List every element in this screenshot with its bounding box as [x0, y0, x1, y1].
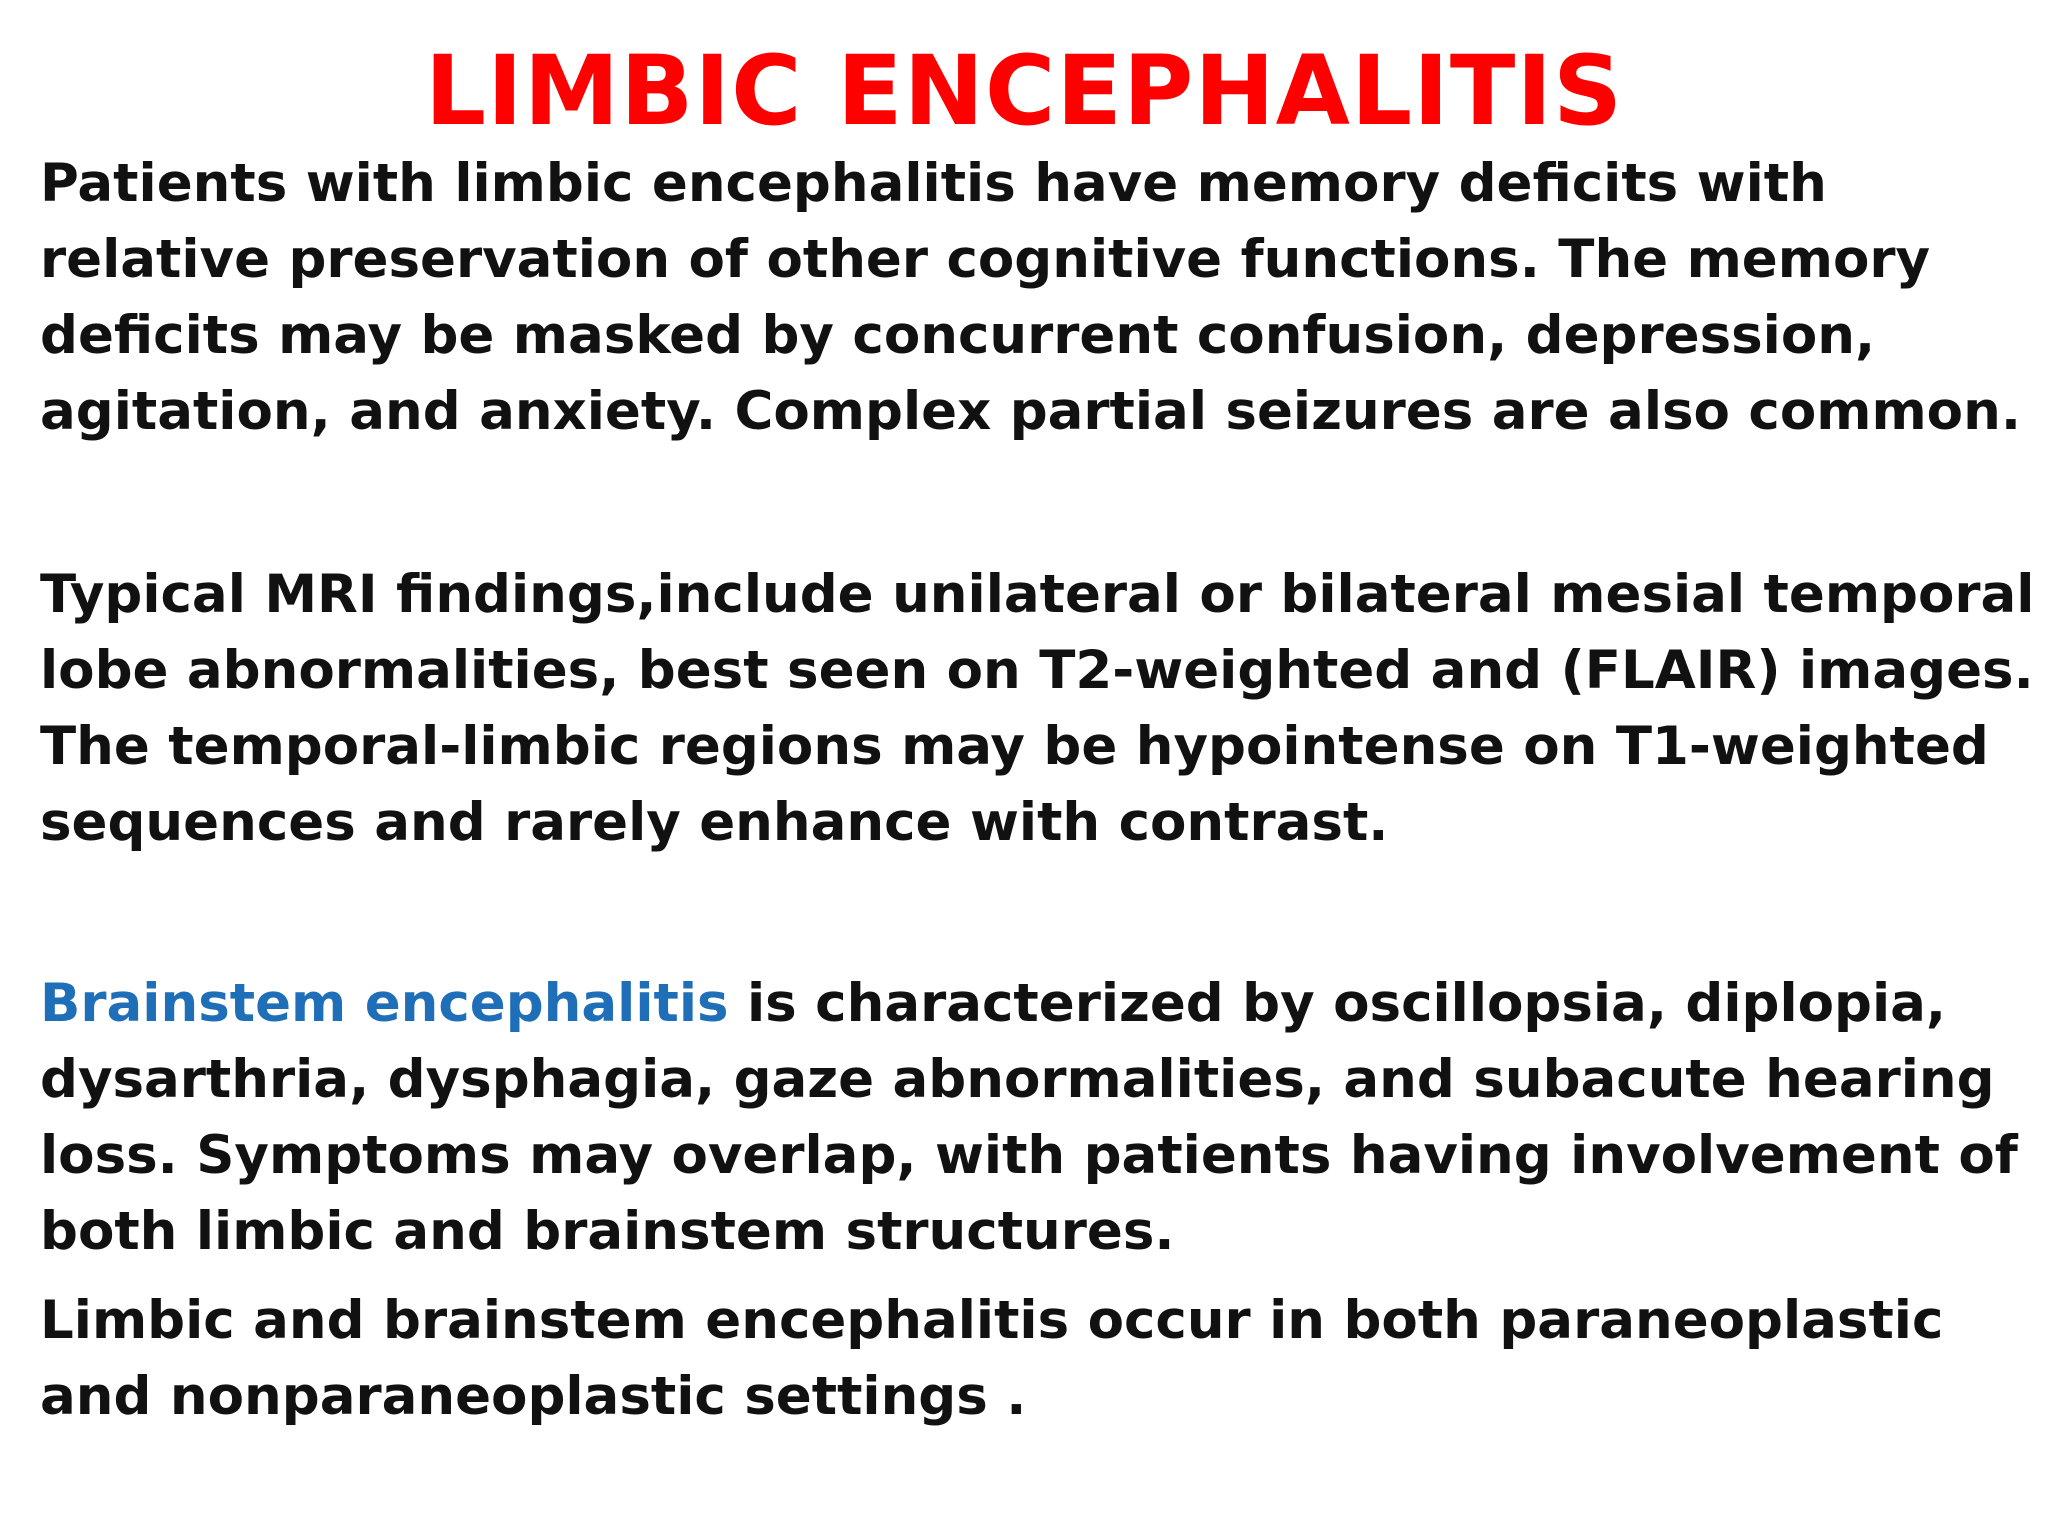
paragraph-line: lobe abnormalities, best seen on T2-weighted and (FLAIR) images.	[40, 640, 2034, 701]
paragraph-brainstem-encephalitis	[40, 966, 2030, 1270]
paragraph-line: Patients with limbic encephalitis have memory deficits with	[40, 153, 1827, 214]
paragraph-line: relative preservation of other cognitive functions. The memory	[40, 229, 1931, 290]
paragraph-line: loss. Symptoms may overlap, with patients having involvement of	[40, 1125, 2018, 1186]
paragraph-line: both limbic and brainstem structures.	[40, 1201, 1175, 1262]
paragraph-line: The temporal-limbic regions may be hypointense on T1-weighted	[40, 716, 1989, 777]
paragraph-line: agitation, and anxiety. Complex partial seizures are also common.	[40, 381, 2021, 442]
paragraph-line: Limbic and brainstem encephalitis occur in both paraneoplastic	[40, 1290, 1944, 1351]
paragraph-line: and nonparaneoplastic settings .	[40, 1366, 1027, 1427]
paragraph-mri-findings	[40, 557, 2035, 861]
paragraph-line	[40, 966, 2030, 1042]
paragraph-line: Typical MRI findings,include unilateral or bilateral mesial temporal	[40, 564, 2035, 625]
highlight-term: Brainstem encephalitis	[40, 973, 729, 1034]
paragraph-settings	[40, 1283, 2030, 1435]
paragraph-memory-deficits	[40, 146, 2030, 450]
paragraph-line: dysarthria, dysphagia, gaze abnormalities, and subacute hearing	[40, 1049, 1995, 1110]
paragraph-line: deficits may be masked by concurrent confusion, depression,	[40, 305, 1876, 366]
slide-title: LIMBIC ENCEPHALITIS	[424, 35, 1624, 147]
paragraph-line-rest: is characterized by oscillopsia, diplopia,	[728, 973, 1947, 1034]
paragraph-line: sequences and rarely enhance with contrast.	[40, 792, 1389, 853]
